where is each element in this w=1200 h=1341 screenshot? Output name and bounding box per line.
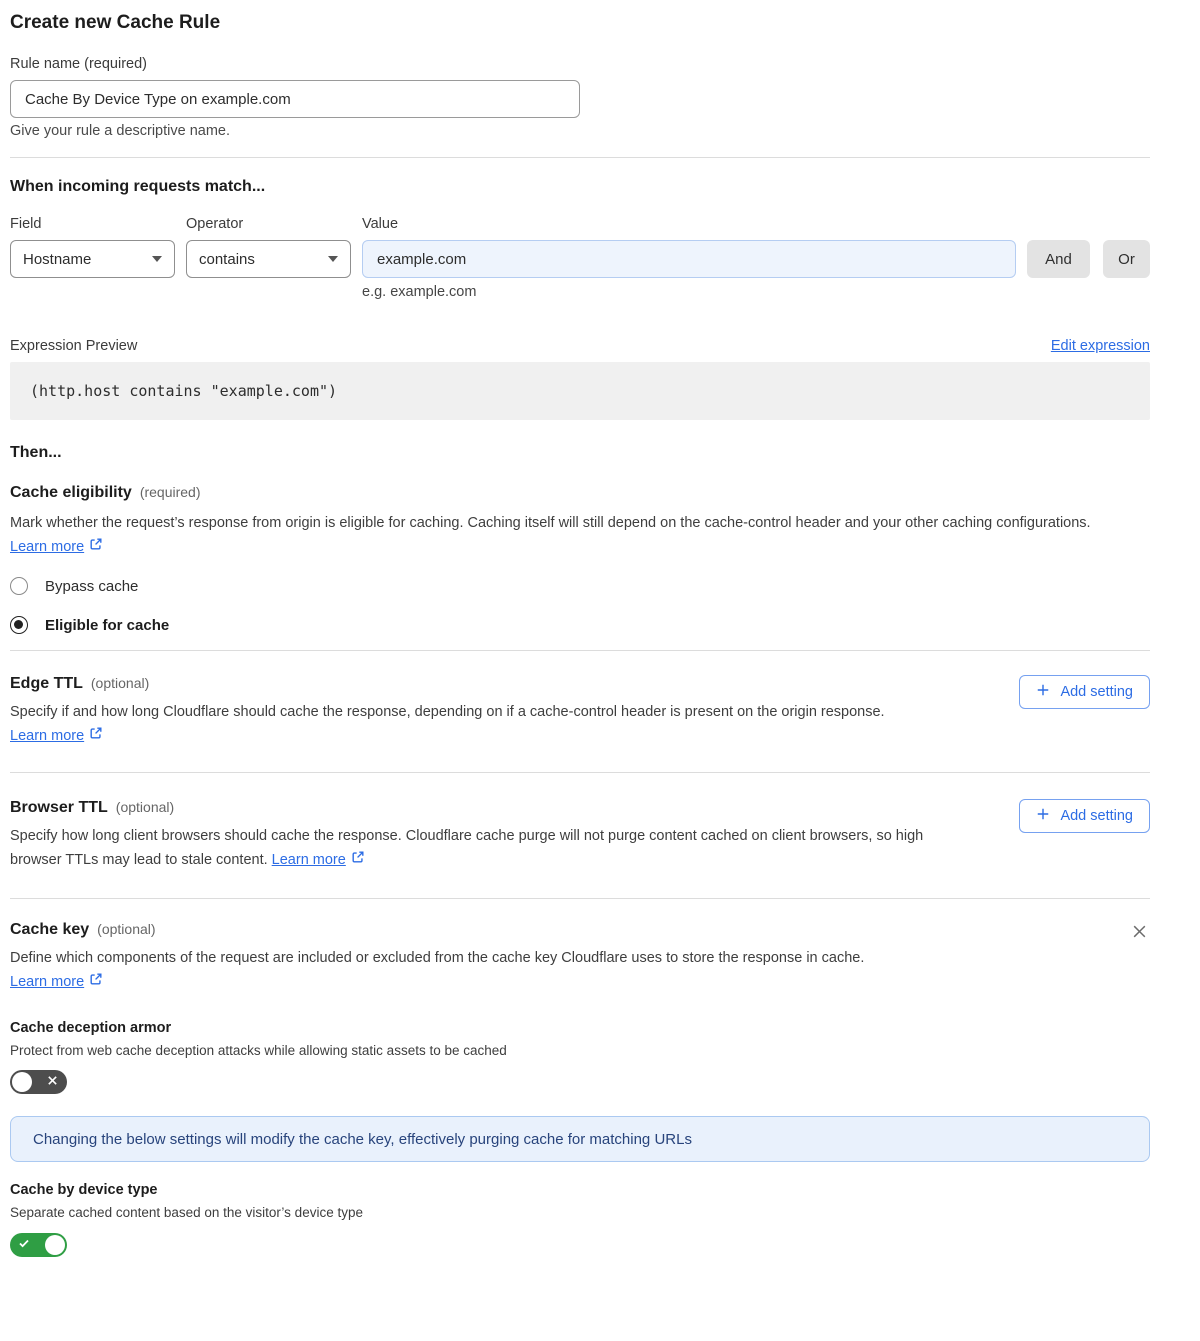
check-icon: [18, 1237, 30, 1252]
divider: [10, 772, 1150, 773]
edge-ttl-add-setting-button[interactable]: Add setting: [1019, 675, 1150, 709]
and-button[interactable]: And: [1027, 240, 1090, 278]
cache-by-device-type-toggle[interactable]: [10, 1233, 67, 1257]
plus-icon: [1036, 807, 1050, 825]
cache-eligibility-title-row: [10, 484, 1150, 502]
cache-deception-armor-title: Cache deception armor: [10, 1020, 172, 1036]
chevron-down-icon: [152, 256, 162, 262]
optional-tag: (optional): [97, 921, 156, 937]
optional-tag: (optional): [90, 675, 150, 691]
browser-ttl-add-setting-button[interactable]: Add setting: [1019, 799, 1150, 833]
expression-code-box: [10, 362, 1150, 420]
create-cache-rule-form: [0, 12, 1200, 1257]
cache-key-section: [10, 921, 1150, 994]
edit-expression-link[interactable]: Edit expression: [1050, 338, 1150, 354]
match-controls-row: [10, 240, 1150, 278]
browser-ttl-description: Specify how long client browsers should cache the response. Cloudflare cache purge will not purge content cached on client browsers, so high browser TTLs may lead to stale content. Learn more: [10, 825, 940, 872]
radio-eligible-for-cache[interactable]: [10, 616, 1150, 634]
operator-select-value: contains: [199, 250, 255, 268]
external-link-icon: [89, 971, 103, 995]
external-link-icon: [89, 725, 103, 749]
match-column-labels: [10, 216, 1150, 232]
match-heading: When incoming requests match...: [10, 178, 266, 195]
rule-name-help: Give your rule a descriptive name.: [10, 123, 231, 139]
external-link-icon: [351, 849, 365, 873]
operator-label: Operator: [186, 216, 244, 232]
value-label: Value: [362, 216, 399, 232]
rule-name-label: Rule name (required): [10, 56, 148, 72]
radio-label: Eligible for cache: [45, 616, 170, 634]
cache-key-description: Define which components of the request are included or excluded from the cache key Cloudflare uses to store the response in cache. Learn more: [10, 947, 864, 994]
x-icon: [47, 1074, 58, 1089]
field-select[interactable]: [10, 240, 175, 278]
cache-key-title: Cache key: [10, 921, 90, 938]
divider: [10, 157, 1150, 158]
cache-deception-armor-toggle[interactable]: [10, 1070, 67, 1094]
cache-eligibility-title: Cache eligibility: [10, 484, 132, 501]
toggle-knob: [45, 1235, 65, 1255]
rule-name-input[interactable]: [10, 80, 580, 118]
radio-icon: [10, 577, 28, 595]
browser-ttl-title: Browser TTL: [10, 799, 108, 816]
cache-eligibility-description: Mark whether the request’s response from origin is eligible for caching. Caching itself will still depend on the cache-control header and your other caching configurations. Learn more: [10, 512, 1126, 559]
required-tag: (required): [139, 484, 201, 500]
radio-selected-icon: [10, 616, 28, 634]
operator-select[interactable]: [186, 240, 351, 278]
browser-ttl-learn-more-link[interactable]: Learn more: [271, 851, 346, 868]
edge-ttl-learn-more-link[interactable]: Learn more: [10, 727, 85, 744]
then-heading: Then...: [10, 444, 62, 461]
edge-ttl-title: Edge TTL: [10, 675, 83, 692]
cache-deception-armor-description: Protect from web cache deception attacks while allowing static assets to be cached: [10, 1043, 507, 1058]
divider: [10, 898, 1150, 899]
field-label: Field: [10, 216, 42, 232]
close-icon[interactable]: [1129, 921, 1150, 946]
plus-icon: [1036, 683, 1050, 701]
or-button[interactable]: Or: [1103, 240, 1150, 278]
value-input[interactable]: [362, 240, 1016, 278]
cache-by-device-type-description: Separate cached content based on the visitor’s device type: [10, 1205, 363, 1220]
edge-ttl-section: [10, 675, 1150, 748]
divider: [10, 650, 1150, 651]
toggle-knob: [12, 1072, 32, 1092]
edge-ttl-description: Specify if and how long Cloudflare should cache the response, depending on if a cache-control header is present on the origin response. Learn more: [10, 701, 950, 748]
field-select-value: Hostname: [23, 250, 92, 268]
cache-eligibility-learn-more-link[interactable]: Learn more: [10, 538, 85, 555]
optional-tag: (optional): [115, 799, 175, 815]
browser-ttl-section: [10, 799, 1150, 872]
external-link-icon: [89, 536, 103, 560]
expression-code: (http.host contains "example.com"): [30, 382, 338, 400]
expression-preview-row: [10, 338, 1150, 354]
cache-key-learn-more-link[interactable]: Learn more: [10, 973, 85, 990]
chevron-down-icon: [328, 256, 338, 262]
radio-label: Bypass cache: [45, 577, 139, 595]
expression-preview-label: Expression Preview: [10, 338, 138, 354]
value-hint: e.g. example.com: [362, 284, 477, 300]
page-title: Create new Cache Rule: [10, 12, 221, 33]
cache-key-notice-banner: Changing the below settings will modify the cache key, effectively purging cache for matching URLs: [10, 1116, 1150, 1162]
cache-by-device-type-title: Cache by device type: [10, 1182, 158, 1198]
radio-bypass-cache[interactable]: [10, 577, 1150, 595]
